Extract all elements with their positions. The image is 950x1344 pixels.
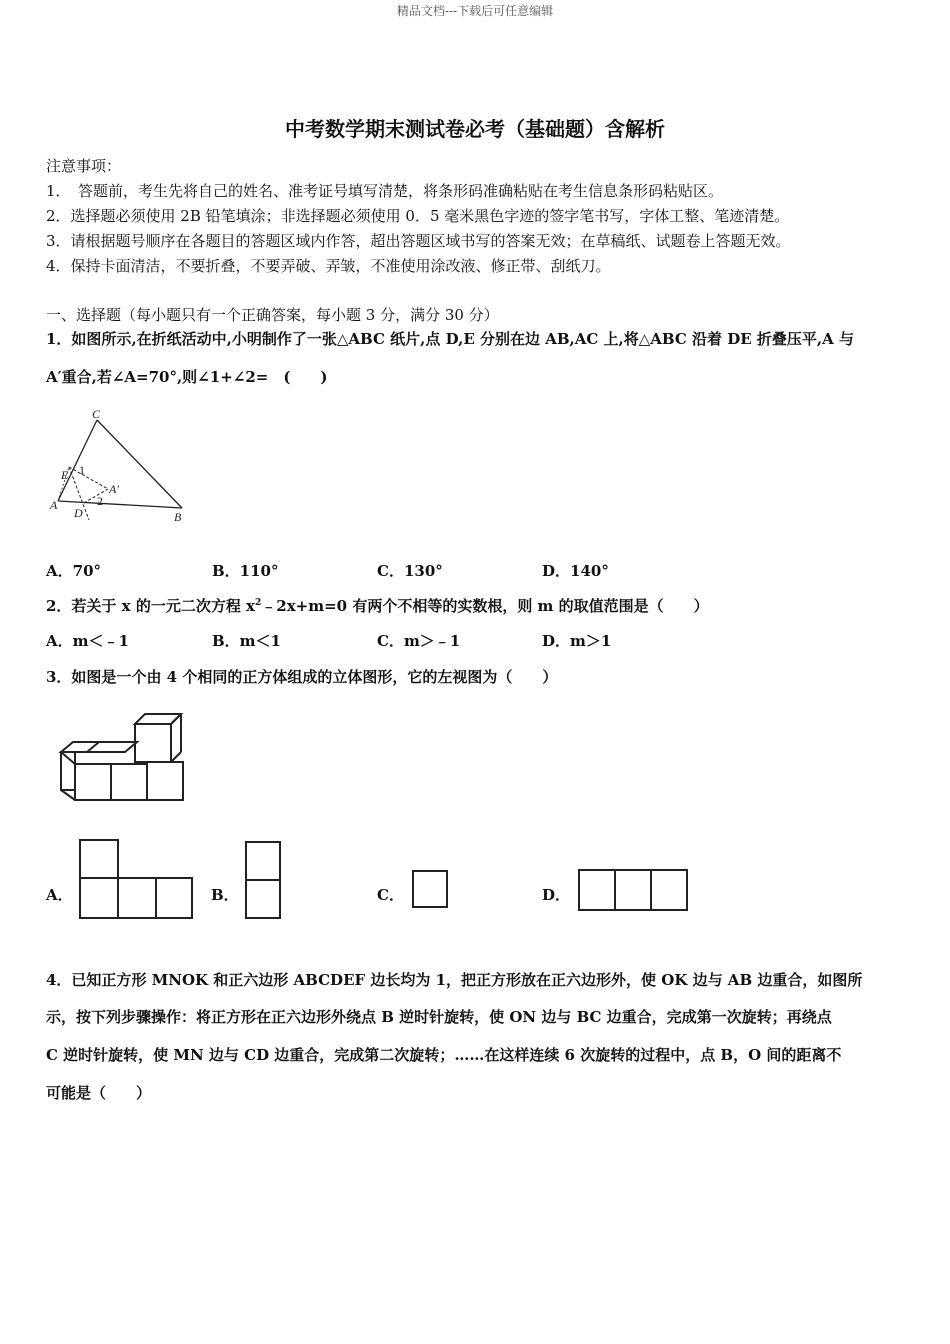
note-item: 4．保持卡面清洁，不要折叠，不要弄破、弄皱，不准使用涂改液、修正带、刮纸刀。 (46, 257, 611, 275)
note-item: 3．请根据题号顺序在各题目的答题区域内作答，超出答题区域书写的答案无效；在草稿纸、试题卷上答题无效。 (46, 232, 791, 250)
q1-option-a: A．70° (46, 562, 102, 580)
q3-option-c-label: C． (377, 886, 404, 904)
q1-option-d: D．140° (542, 562, 609, 580)
label-C: C (92, 407, 101, 421)
label-angle-2: 2 (97, 494, 103, 508)
q3-option-b-figure (244, 840, 282, 920)
q1-option-c: C．130° (377, 562, 443, 580)
note-item: 2．选择题必须使用 2B 铅笔填涂；非选择题必须使用 0．5 毫米黑色字迹的签字笔书写，字体工整、笔迹清楚。 (46, 207, 790, 225)
q3-option-a-label: A． (46, 886, 73, 904)
q3-option-c-figure (411, 869, 449, 909)
page-title: 中考数学期末测试卷必考（基础题）含解析 (285, 117, 665, 141)
q3-option-b-label: B． (211, 886, 239, 904)
q2-option-c: C．m＞﹣1 (377, 632, 461, 650)
question-3: 3．如图是一个由 4 个相同的正方体组成的立体图形，它的左视图为（ ） (46, 668, 558, 686)
question-4-line: 示，按下列步骤操作：将正方形在正六边形外绕点 B 逆时针旋转，使 ON 边与 BC 边重合，完成第一次旋转；再绕点 (46, 1008, 832, 1026)
question-1-figure (46, 405, 196, 530)
q1-option-b: B．110° (212, 562, 279, 580)
label-D: D (74, 506, 83, 520)
question-4-line: C 逆时针旋转，使 MN 边与 CD 边重合，完成第二次旋转；……在这样连续 6 次旋转的过程中，点 B，O 间的距离不 (46, 1046, 842, 1064)
q3-option-d-label: D． (542, 886, 571, 904)
q2-option-a: A．m＜﹣1 (46, 632, 129, 650)
q2-option-b: B．m＜1 (212, 632, 281, 650)
label-E: E (61, 468, 69, 482)
note-item: 1． 答题前，考生先将自己的姓名、准考证号填写清楚，将条形码准确粘贴在考生信息条形码粘贴区。 (46, 182, 724, 200)
label-B: B (174, 510, 182, 524)
label-A-prime: A' (109, 482, 119, 496)
q2-option-d: D．m＞1 (542, 632, 612, 650)
question-4-line: 可能是（ ） (46, 1084, 152, 1102)
question-1-line-1: 1．如图所示,在折纸活动中,小明制作了一张△ABC 纸片,点 D,E 分别在边 AB,AC 上,将△ABC 沿着 DE 折叠压平,A 与 (46, 330, 855, 348)
question-3-cube-figure (55, 708, 190, 803)
page-header: 精品文档---下载后可任意编辑 (396, 4, 554, 18)
notes-heading: 注意事项： (46, 157, 122, 175)
label-A: A (50, 498, 58, 512)
q3-option-a-figure (78, 838, 194, 920)
question-4-line: 4．已知正方形 MNOK 和正六边形 ABCDEF 边长均为 1，把正方形放在正六边形外，使 OK 边与 AB 边重合，如图所 (46, 971, 863, 989)
question-2: 2．若关于 x 的一元二次方程 $x^2﹣2x+m=0$ 有两个不相等的实数根，则 m 的取值范围是（ ） (46, 597, 709, 615)
q3-option-d-figure (577, 868, 689, 912)
question-1-line-2: A′重合,若∠A=70°,则∠1+∠2= ( ) (46, 368, 328, 386)
section-heading: 一、选择题（每小题只有一个正确答案，每小题 3 分，满分 30 分） (46, 306, 499, 324)
label-angle-1: 1 (79, 463, 85, 477)
